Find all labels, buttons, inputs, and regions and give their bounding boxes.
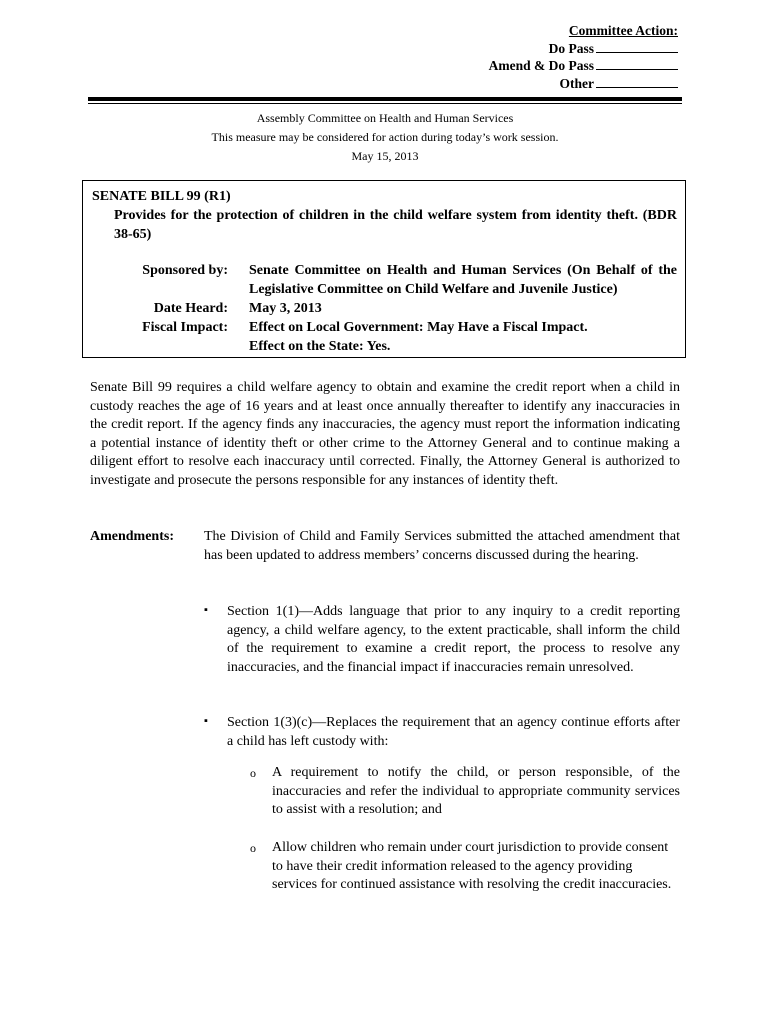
amendment-bullet-2: Section 1(3)(c)—Replaces the requirement that an agency continue efforts after a child has left custody with: <box>227 715 680 749</box>
fiscal-impact-label: Fiscal Impact: <box>142 320 228 335</box>
square-bullet-icon: ▪ <box>204 604 208 616</box>
bill-summary: Provides for the protection of children in the child welfare system from identity theft. (BDR 38-65) <box>114 208 677 242</box>
fiscal-state-value: Effect on the State: Yes. <box>249 339 391 354</box>
header-date: May 15, 2013 <box>351 149 419 163</box>
committee-name: Assembly Committee on Health and Human Services <box>256 111 514 125</box>
bill-description-paragraph: Senate Bill 99 requires a child welfare agency to obtain and examine the credit report when a child in custody reaches the age of 16 years and at least once annually thereafter to identify any inaccuracies in the credit report. If the agency finds any inaccuracies, the agency must report the information indicating a potential instance of identity theft or other crime to the Attorney General and to continue making a diligent effort to resolve each inaccuracy until corrected. Finally, the Attorney General is authorized to investigate and prosecute the persons responsible for any instances of identity theft. <box>90 380 680 488</box>
other-label: Other <box>559 75 594 91</box>
bill-summary-box <box>82 180 686 358</box>
amend-do-pass-label: Amend & Do Pass <box>488 58 594 73</box>
date-heard-label: Date Heard: <box>153 301 228 316</box>
header-rule-thick <box>88 97 682 101</box>
work-session-note: This measure may be considered for action during today’s work session. <box>211 130 559 144</box>
amendment-bullet-1: Section 1(1)—Adds language that prior to any inquiry to a credit reporting agency, a child welfare agency, to the extent practicable, shall inform the child of the requirement to examine a credit report, the process to resolve any inaccuracies, and the financial impact if inaccuracies remain unresolved. <box>227 604 680 675</box>
date-heard-value: May 3, 2013 <box>249 301 322 316</box>
sponsored-value: Senate Committee on Health and Human Services (On Behalf of the Legislative Committee on Child Welfare and Juvenile Justice) <box>249 263 677 297</box>
circle-bullet-icon: o <box>250 841 256 855</box>
do-pass-row <box>489 40 678 58</box>
amendments-label: Amendments: <box>90 529 174 544</box>
circle-bullet-icon: o <box>250 766 256 780</box>
header-rule-thin <box>88 103 682 104</box>
bill-number: SENATE BILL 99 (R1) <box>92 189 231 204</box>
other-row <box>489 75 678 93</box>
committee-action-block <box>489 22 678 92</box>
other-blank <box>596 76 678 88</box>
amendment-sub-bullet-2: Allow children who remain under court jurisdiction to provide consent to have their credit information released to the agency providing services for continued assistance with resolving the credit inaccuracies. <box>272 840 672 892</box>
do-pass-label: Do Pass <box>548 40 594 56</box>
document-header <box>88 109 682 166</box>
amend-do-pass-blank <box>596 58 678 70</box>
do-pass-blank <box>596 41 678 53</box>
committee-action-title: Committee Action: <box>568 23 678 38</box>
fiscal-local-value: Effect on Local Government: May Have a Fiscal Impact. <box>249 320 588 335</box>
amendment-sub-bullet-1: A requirement to notify the child, or person responsible, of the inaccuracies and refer the individual to appropriate community services to assist with a resolution; and <box>272 765 680 817</box>
amendments-text: The Division of Child and Family Services submitted the attached amendment that has been updated to address members’ concerns discussed during the hearing. <box>204 529 680 563</box>
amend-do-pass-row <box>489 57 678 75</box>
sponsored-label: Sponsored by: <box>142 263 228 278</box>
square-bullet-icon: ▪ <box>204 715 208 727</box>
